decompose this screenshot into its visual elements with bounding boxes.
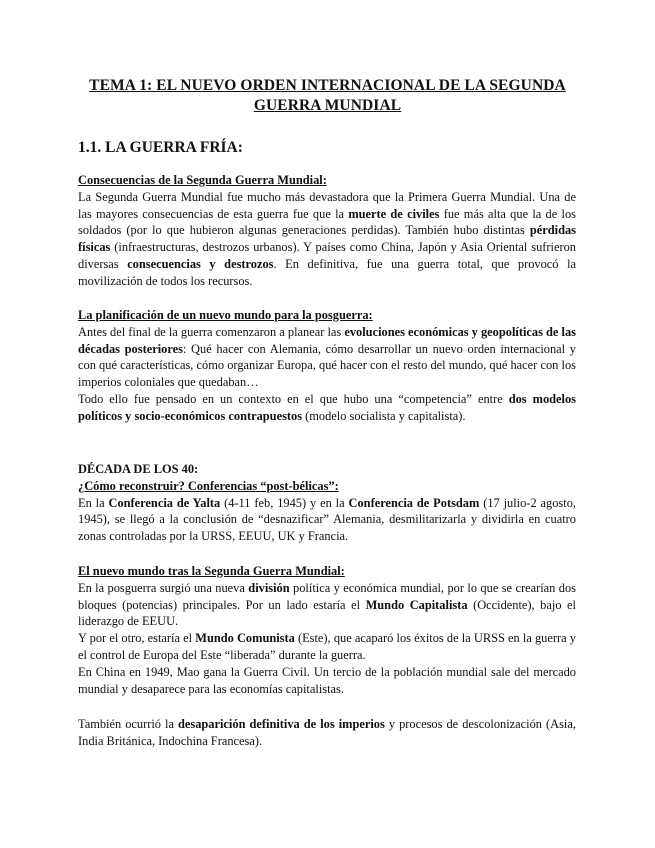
decada-subheading: ¿Cómo reconstruir? Conferencias “post-bélicas”: (78, 478, 339, 493)
bold-text: desaparición definitiva de los imperios (178, 717, 385, 731)
nuevo-mundo-block (78, 563, 576, 697)
consecuencias-block (78, 172, 576, 290)
planificacion-heading: La planificación de un nuevo mundo para la posguerra: (78, 308, 373, 322)
text-run: . En definitiva, fue una guerra total, que provocó la movilización de todos los recursos. (78, 256, 577, 288)
text-run: En la posguerra surgió una nueva (78, 580, 249, 595)
text-run: Antes del final de la guerra comenzaron a planear las (78, 324, 345, 339)
text-run: (modelo socialista y capitalista). (302, 408, 466, 423)
planificacion-paragraph (78, 324, 576, 391)
text-run: (infraestructuras, destrozos urbanos). Y países como China, Japón y Asia Oriental sufrieron diversas (78, 240, 576, 271)
section-heading: 1.1. LA GUERRA FRÍA: (78, 139, 243, 156)
planificacion-block (78, 307, 576, 425)
nuevo-mundo-heading: El nuevo mundo tras la Segunda Guerra Mundial: (78, 564, 345, 578)
bold-text: Mundo Capitalista (365, 597, 468, 612)
nuevo-mundo-paragraph-2 (78, 630, 576, 664)
text-run: (Occidente), bajo el liderazgo de EEUU. (78, 597, 576, 629)
text-run: y procesos de descolonización (Asia, India Británica, Indochina Francesa). (78, 717, 576, 748)
bold-text: Conferencia de Potsdam (348, 495, 480, 510)
text-run: : Qué hacer con Alemania, cómo desarrollar un nuevo orden internacional y con qué características, cómo organizar Europa, qué hacer con el resto del mundo, qué hacer con los imperios coloniales que quedaban… (78, 341, 576, 390)
text-run: En la (78, 495, 109, 510)
bold-text: consecuencias y destrozos (127, 256, 274, 271)
bold-text: Mundo Comunista (195, 631, 295, 646)
text-run: fue más alta que la de los soldados (por lo que hubieron algunas generaciones perdidas). También hubo distintas (78, 206, 576, 238)
bold-text: pérdidas físicas (78, 223, 576, 255)
bold-text: dos modelos políticos y socio-económicos contrapuestos (78, 391, 577, 423)
final-paragraph (78, 716, 576, 750)
text-run: La Segunda Guerra Mundial fue mucho más devastadora que la Primera Guerra Mundial. Una de las mayores consecuencias de esta guerra fue que la (78, 189, 576, 221)
bold-text: división (248, 580, 290, 595)
bold-text: muerte de civiles (348, 206, 440, 221)
decada-block (78, 461, 576, 545)
consecuencias-paragraph (78, 189, 576, 290)
text-run: política y económica mundial, por lo que se crearían dos bloques (potencias) principales. Por un lado estaría el (78, 580, 576, 612)
text-run: También ocurrió la (78, 717, 178, 731)
decada-paragraph (78, 495, 576, 545)
final-block (78, 716, 576, 750)
text-run: En China en 1949, Mao gana la Guerra Civil. Un tercio de la población mundial sale del mercado mundial y desaparece para las economías capitalistas. (78, 664, 576, 696)
planificacion-paragraph-2 (78, 391, 576, 425)
text-run: (17 julio-2 agosto, 1945), se llegó a la conclusión de “desnazificar” Alemania, desmilitarizarla y dividirla en cuatro zonas controladas por la URSS, EEUU, UK y Francia. (78, 495, 576, 544)
nuevo-mundo-paragraph-3 (78, 664, 576, 698)
text-run: Y por el otro, estaría el (78, 631, 196, 646)
decada-heading: DÉCADA DE LOS 40: (78, 462, 199, 476)
text-run: (Este), que acaparó los éxitos de la URSS en la guerra y el control de Europa del Este “liberada” durante la guerra. (78, 631, 576, 662)
nuevo-mundo-paragraph (78, 580, 576, 630)
consecuencias-heading: Consecuencias de la Segunda Guerra Mundial: (78, 173, 327, 187)
document-title: TEMA 1: EL NUEVO ORDEN INTERNACIONAL DE LA SEGUNDA GUERRA MUNDIAL (89, 77, 566, 114)
text-run: (4-11 feb, 1945) y en la (220, 495, 349, 510)
text-run: Todo ello fue pensado en un contexto en el que hubo una “competencia” entre (78, 391, 509, 406)
bold-text: evoluciones económicas y geopolíticas de las décadas posteriores (78, 324, 576, 356)
bold-text: Conferencia de Yalta (108, 495, 221, 510)
